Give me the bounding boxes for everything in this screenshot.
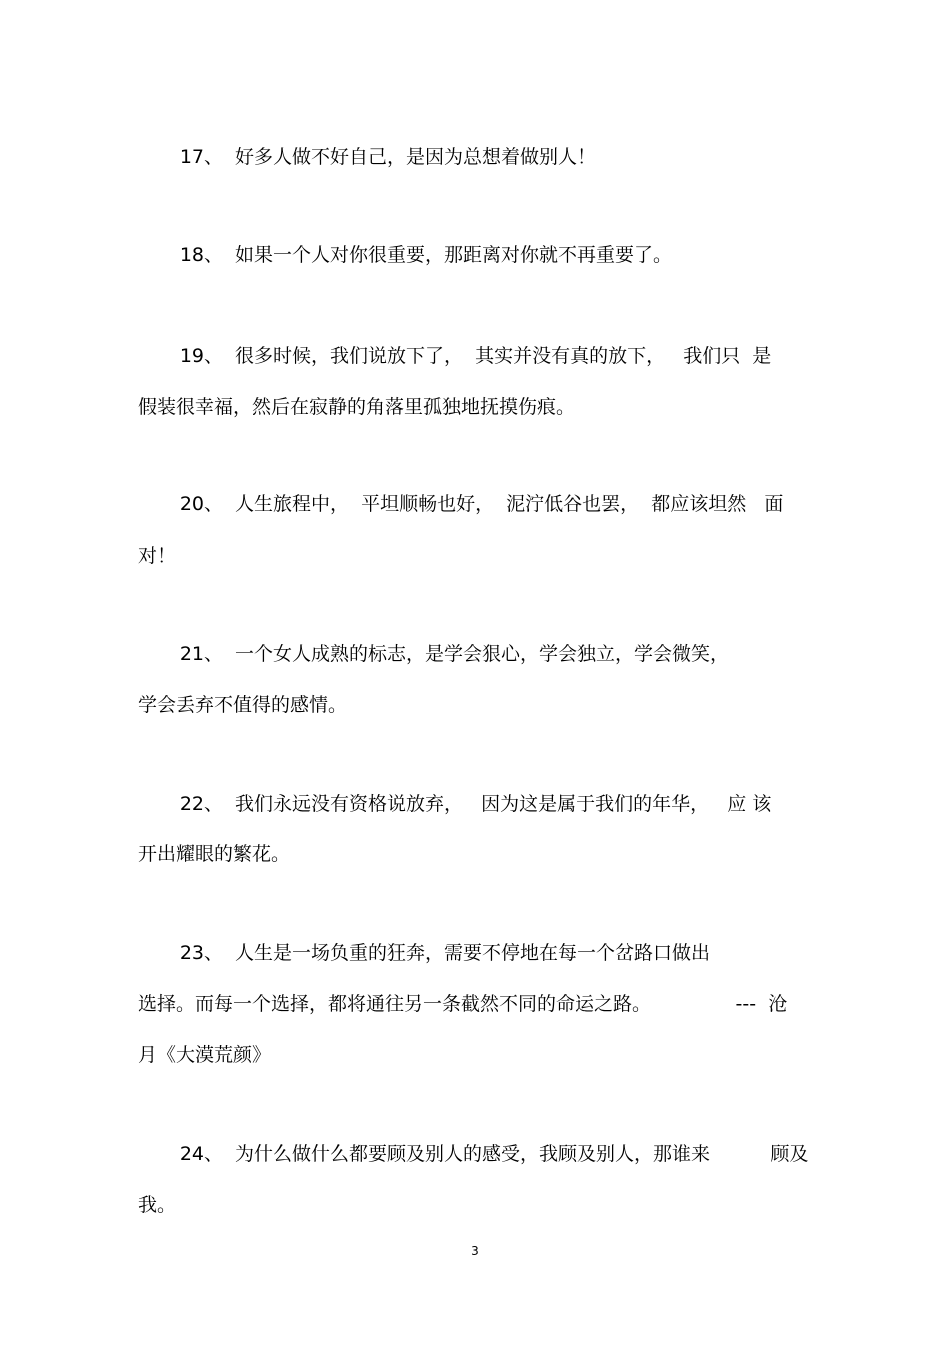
item-19-line-1 <box>138 344 771 368</box>
item-text: 人生旅程中， 平坦顺畅也好， 泥泞低谷也罢， 都应该坦然 面 <box>235 493 784 515</box>
item-text: 我们永远没有资格说放弃， 因为这是属于我们的年华， 应 该 <box>235 793 772 815</box>
item-23-line-1 <box>138 941 710 965</box>
item-22-line-2: 开出耀眼的繁花。 <box>138 843 291 865</box>
item-text: 好多人做不好自己，是因为总想着做别人！ <box>235 146 597 168</box>
item-23-line-2: 选择。而每一个选择，都将通往另一条截然不同的命运之路。 --- 沧 <box>138 993 788 1015</box>
item-18-line-1 <box>138 243 672 267</box>
item-number: 18、 <box>179 244 223 266</box>
item-number: 19、 <box>179 345 223 367</box>
item-text: 很多时候，我们说放下了， 其实并没有真的放下， 我们只 是 <box>235 345 772 367</box>
item-text: 一个女人成熟的标志，是学会狠心，学会独立，学会微笑， <box>235 643 730 665</box>
item-24-line-1 <box>138 1142 808 1166</box>
item-24-line-2: 我。 <box>138 1194 177 1216</box>
item-17-line-1 <box>138 145 596 169</box>
item-number: 21、 <box>179 643 223 665</box>
item-number: 23、 <box>179 942 223 964</box>
item-19-line-2: 假装很幸福，然后在寂静的角落里孤独地抚摸伤痕。 <box>138 396 576 418</box>
item-20-line-1 <box>138 492 783 516</box>
item-number: 17、 <box>179 146 223 168</box>
page-number: 3 <box>471 1244 479 1258</box>
item-number: 20、 <box>179 493 223 515</box>
item-text: 如果一个人对你很重要，那距离对你就不再重要了。 <box>235 244 673 266</box>
item-21-line-1 <box>138 642 729 666</box>
item-text: 为什么做什么都要顾及别人的感受，我顾及别人，那谁来 顾及 <box>235 1143 809 1165</box>
item-23-line-3: 月《大漠荒颜》 <box>138 1044 272 1066</box>
item-22-line-1 <box>138 792 771 816</box>
item-text: 人生是一场负重的狂奔，需要不停地在每一个岔路口做出 <box>235 942 711 964</box>
item-number: 22、 <box>179 793 223 815</box>
item-number: 24、 <box>179 1143 223 1165</box>
item-20-line-2: 对！ <box>138 545 177 567</box>
item-21-line-2: 学会丢弃不值得的感情。 <box>138 694 348 716</box>
